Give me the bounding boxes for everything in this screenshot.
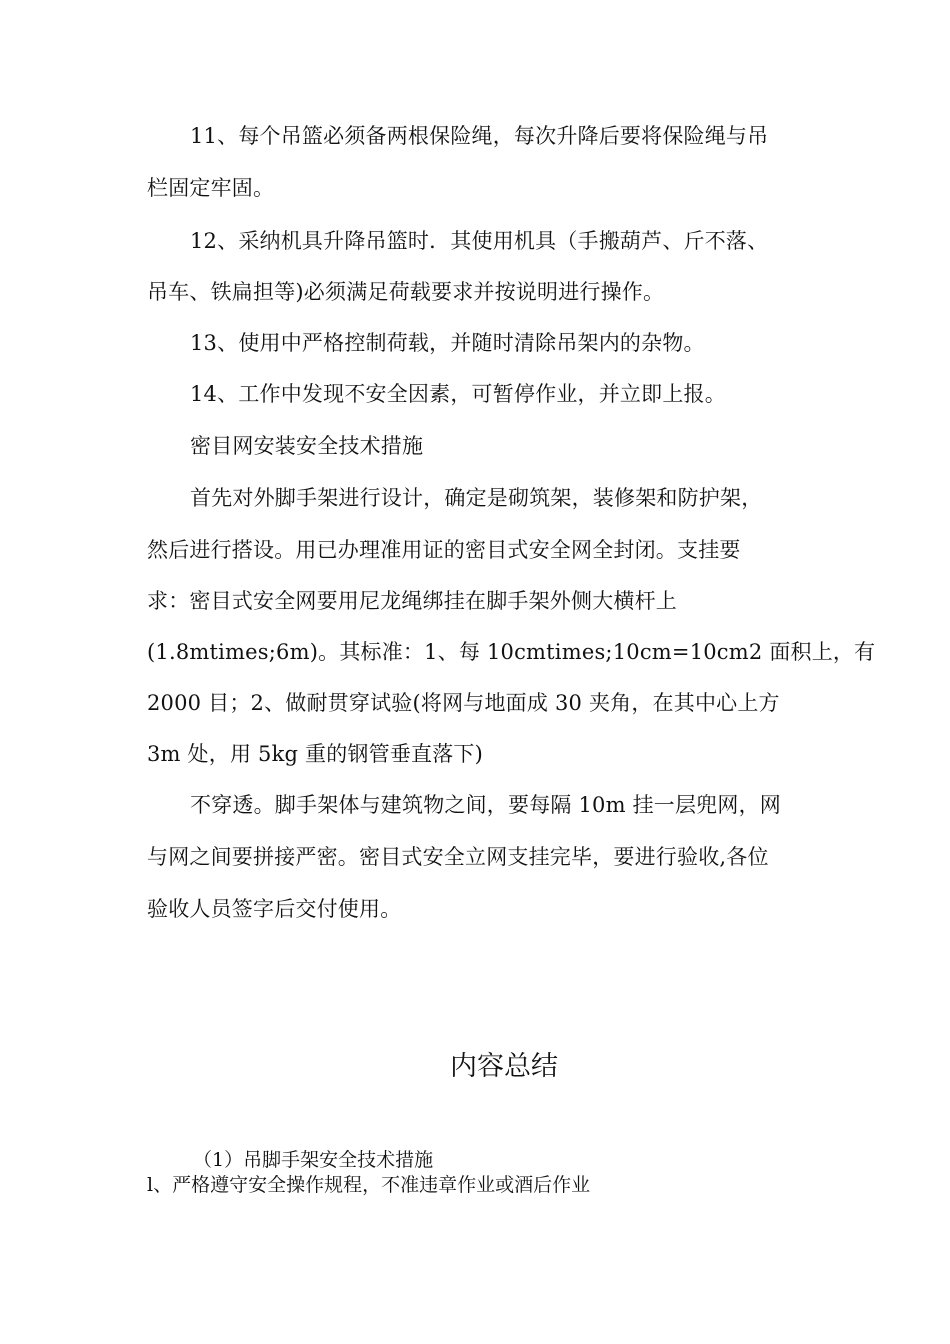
net-paragraph-line-3: 求：密目式安全网要用尼龙绳绑挂在脚手架外侧大横杆上 <box>147 589 677 613</box>
penetration-paragraph-line-3: 验收人员签字后交付使用。 <box>147 897 402 921</box>
net-paragraph-line-1: 首先对外脚手架进行设计，确定是砌筑架，装修架和防护架， <box>190 486 763 510</box>
net-paragraph-line-5: 2000 目；2、做耐贯穿试验(将网与地面成 30 夹角，在其中心上方 <box>147 691 780 715</box>
penetration-paragraph-line-2: 与网之间要拼接严密。密目式安全立网支挂完毕，要进行验收,各位 <box>147 845 769 869</box>
net-paragraph-line-2: 然后进行搭设。用已办理准用证的密目式安全网全封闭。支挂要 <box>147 538 741 562</box>
section-heading: 密目网安装安全技术措施 <box>190 434 424 458</box>
item-13-line-1: 13、使用中严格控制荷载，并随时清除吊架内的杂物。 <box>190 331 705 355</box>
summary-line-1: （1）吊脚手架安全技术措施 <box>193 1149 434 1171</box>
net-paragraph-line-4: (1.8mtimes;6m)。其标准：1、每 10cmtimes;10cm=10cm2 面积上，有 <box>147 640 876 664</box>
item-14-line-1: 14、工作中发现不安全因素，可暂停作业，并立即上报。 <box>190 382 726 406</box>
item-12-line-2: 吊车、铁扁担等)必须满足荷载要求并按说明进行操作。 <box>147 280 665 304</box>
item-11-line-1: 11、每个吊篮必须备两根保险绳，每次升降后要将保险绳与吊 <box>190 124 769 148</box>
summary-title: 内容总结 <box>450 1051 558 1082</box>
item-11-line-2: 栏固定牢固。 <box>147 176 275 200</box>
penetration-paragraph-line-1: 不穿透。脚手架体与建筑物之间，要每隔 10m 挂一层兜网，网 <box>190 793 781 817</box>
net-paragraph-line-6: 3m 处，用 5kg 重的钢管垂直落下) <box>147 742 484 766</box>
item-12-line-1: 12、采纳机具升降吊篮时．其使用机具（手搬葫芦、斤不落、 <box>190 229 769 253</box>
summary-line-2: l、严格遵守安全操作规程，不准违章作业或酒后作业 <box>147 1174 591 1196</box>
